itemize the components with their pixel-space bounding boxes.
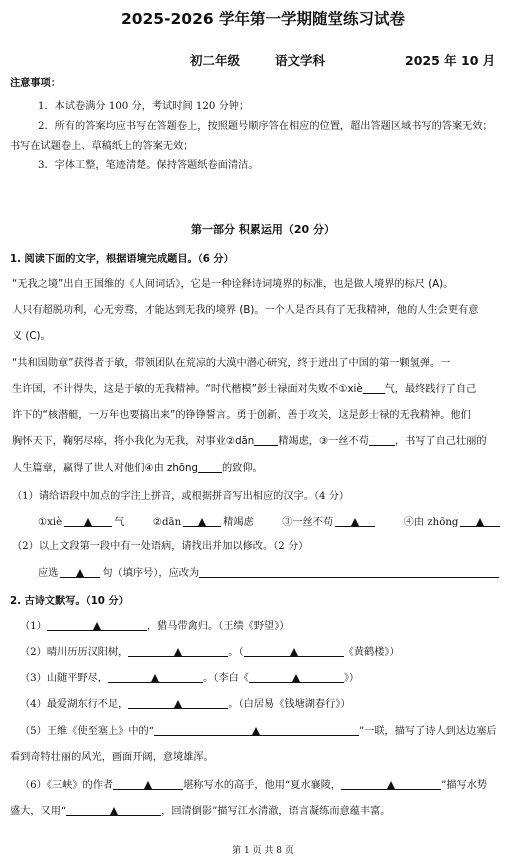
q2-l4-source: 。（白居易《钱塘湖春行》） [228,699,351,710]
q1-fix-row [38,564,499,579]
q2-l3-close: 》） [343,673,360,684]
q2-l1-blank[interactable] [47,620,147,631]
answer-marker-icon [351,518,359,526]
q2-l2-text: （2）晴川历历汉阳树， [20,647,129,658]
q1-p2-line4-b: 精竭虑，③一丝不苟 [278,436,369,447]
q2-l2-paren: 。（ [228,647,244,658]
q2-l6-text4: 盛大，又用“ [10,806,67,817]
section-heading: 第一部分 积累运用（20 分） [191,223,335,236]
fill-b-suffix: 精竭虑 [223,517,254,528]
q2-l1-text: ，猎马带禽归。（王绩《野望》） [146,621,290,632]
q1-p1-line3: 义 (C)。 [12,331,51,342]
q2-l5-text2: ”一联，描写了诗人到达边塞后 [358,726,497,737]
answer-marker-icon [84,518,92,526]
q2-line6-cont [10,802,391,817]
answer-marker-icon [174,648,182,656]
fix-label-a: 应选 [38,568,59,579]
fill-d-blank[interactable] [460,516,500,527]
answer-marker-icon [476,518,484,526]
fix-label-b: 句（填序号），应改为 [102,568,200,579]
fix-choice-blank[interactable] [60,567,100,578]
notice-item-2-cont: 书写在试题卷上、草稿纸上的答案无效； [10,141,194,152]
blank-dan[interactable] [254,435,278,446]
q2-l4-text: （4）最爱湖东行不足， [20,699,129,710]
answer-marker-icon [290,648,298,656]
exam-title: 2025-2026 学年第一学期随堂练习试卷 [120,10,406,28]
fill-a-suffix: 气 [114,517,125,528]
q2-l2-author-blank[interactable] [244,646,344,657]
q1-p2-line5-b: 的致仰。 [221,463,263,474]
fill-c-label: ③一丝不苟 [282,517,334,528]
date-label: 2025 年 10 月 [405,53,496,68]
q2-l5-text: （5）王维《使至塞上》中的“ [20,726,154,737]
q2-l2-blank[interactable] [128,646,228,657]
answer-marker-icon [93,622,101,630]
q1-fill-row [38,513,502,528]
q1-heading: 1. 阅读下面的文字，根据语境完成题目。（6 分） [10,254,234,265]
q1-p2-line5 [12,459,263,474]
q2-l3-text: （3）山随平野尽， [20,673,108,684]
q2-l1-num: （1） [20,621,47,632]
q2-line5 [20,722,497,737]
q2-line1 [20,617,289,632]
q1-p2-line4 [12,432,487,447]
q2-l6-blank2[interactable] [66,805,161,816]
q2-l5-blank[interactable] [154,725,359,736]
q1-p2-line2-b: 气，最终践行了自己 [384,384,477,395]
q1-sub1: （1）请给语段中加点的字注上拼音，或根据拼音写出相应的汉字。（4 分） [12,491,350,502]
q2-l6-author-blank[interactable] [113,779,183,790]
subject-label: 语文学科 [275,53,326,68]
answer-marker-icon [292,674,300,682]
answer-marker-icon [387,781,395,789]
answer-marker-icon [198,518,206,526]
q2-l4-blank[interactable] [128,698,228,709]
answer-marker-icon [76,569,84,577]
fill-b-label: ②dān [152,517,182,528]
q2-line3 [20,669,359,684]
grade-label: 初二年级 [190,53,241,68]
q1-sub2: （2）以上文段第一段中有一处语病，请找出并加以修改。（2 分） [12,541,309,552]
q2-l3-paren: 。（李白《 [202,673,249,684]
blank-zhong[interactable] [198,462,222,473]
q1-p1-line1: “无我之境”出自王国维的《人间词话》，它是一种诠释诗词境界的标准，也是做人境界的标尺 (A)。 [12,279,454,290]
q2-line6 [20,776,487,791]
notice-item-3: 3．字体工整，笔迹清楚。保持答题纸卷面清洁。 [38,160,259,171]
q2-l6-blank[interactable] [341,779,441,790]
answer-marker-icon [110,807,118,815]
q1-p2-line1: “共和国勋章”获得者于敏，带领团队在荒凉的大漠中潜心研究，终于迸出了中国的第一颗氢弹。一 [12,358,451,369]
answer-marker-icon [174,700,182,708]
blank-xie[interactable] [363,383,385,394]
q1-p2-line5-a: 人生篇章，赢得了世人对他们④由 zhōng [12,463,198,474]
fill-a-blank[interactable] [64,516,112,527]
q2-heading: 2. 古诗文默写。（10 分） [10,596,129,607]
answer-marker-icon [151,674,159,682]
fill-a-label: ①xiè [38,517,63,528]
q1-p2-line3: 许下的“核潜艇，一万年也要搞出来”的铮铮誓言。勇于创新、善于攻关，这是彭士禄的无我精神。他们 [12,410,471,421]
fix-correction-blank[interactable] [199,567,499,578]
notice-item-2: 2．所有的答案均应书写在答题卷上，按照题号顺序答在相应的位置，超出答题区域书写的答案无效； [38,121,493,132]
q1-p2-line4-a: 胸怀天下，鞠躬尽瘁，将小我化为无我，对事业②dān [12,436,255,447]
q2-line2 [20,643,400,658]
q2-l3-title-blank[interactable] [249,672,344,683]
q1-p2-line2-a: 生许国，不计得失，这是于敏的无我精神。“时代楷模”彭士禄面对失败不①xiè [12,384,363,395]
q2-line5-cont: 看到奇特壮丽的风光，画面开阔，意境雄浑。 [10,752,214,763]
blank-gou[interactable] [369,435,395,446]
fill-b-blank[interactable] [183,516,221,527]
page-footer: 第 1 页 共 8 页 [232,846,294,856]
fill-c-blank[interactable] [335,516,375,527]
q1-p1-line2: 人只有超脱功利，心无旁骛，才能达到无我的境界 (B)。一个人是否具有了无我精神，他的人生会更有意 [12,305,479,316]
fill-d-label: ④由 zhōng [403,517,459,528]
q2-l2-source: 《黄鹤楼》） [343,647,400,658]
q2-l6-text3: ”描写水势 [441,780,488,791]
answer-marker-icon [144,781,152,789]
notice-heading: 注意事项： [10,78,61,89]
q1-p2-line2 [12,380,476,395]
answer-marker-icon [252,727,260,735]
q2-line4 [20,695,351,710]
q2-l6-text5: ，回清倒影”描写江水清澈，语言凝练而意蕴丰富。 [161,806,391,817]
q1-p2-line4-c: ，书写了自己壮丽的 [394,436,487,447]
q2-l6-text2: 堪称写水的高手，他用“夏水襄陵， [183,780,342,791]
q2-l6-text: （6）《三峡》的作者 [20,780,114,791]
notice-item-1: 1．本试卷满分 100 分，考试时间 120 分钟； [38,101,250,112]
q2-l3-blank[interactable] [108,672,203,683]
